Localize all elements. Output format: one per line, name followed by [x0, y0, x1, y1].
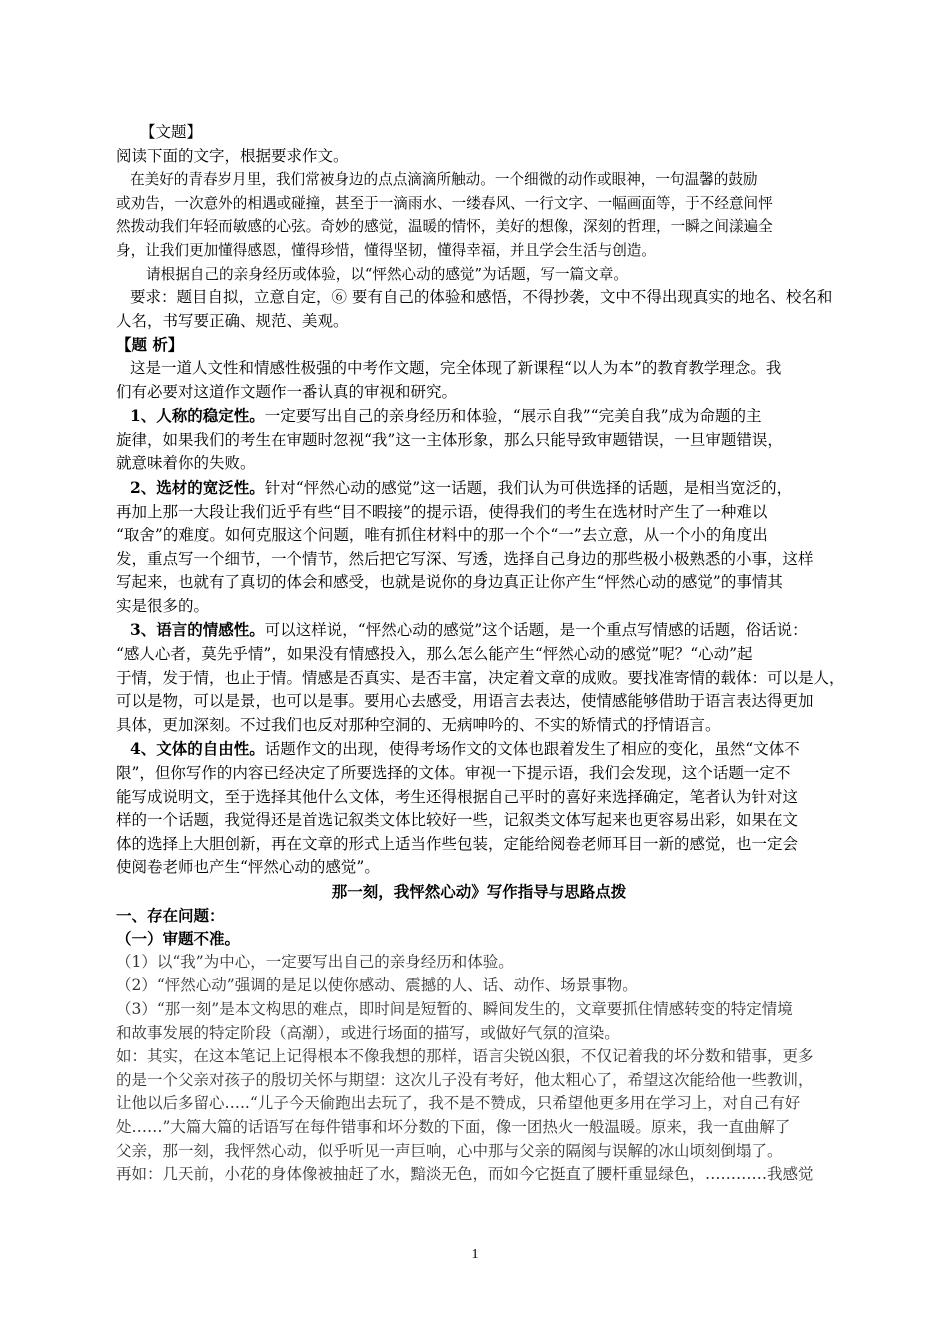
point-1-line: 就意味着你的失败。 [116, 454, 256, 473]
prompt-task: 请根据自己的亲身经历或体验，以“怦然心动的感觉”为话题，写一篇文章。 [146, 265, 628, 283]
requirements-line: 人名，书写要正确、规范、美观。 [116, 311, 349, 330]
point-2-title: 2、选材的宽泛性。 [130, 477, 265, 497]
prompt-text-line: 或劝告，一次意外的相遇或碰撞，甚至于一滴雨水、一缕春风、一行文字、一幅画面等，于不经意间怦 [116, 194, 773, 212]
point-4-first: 话题作文的出现，使得考场作文的文体也跟着发生了相应的变化，虽然“文体不 [264, 740, 800, 759]
point-4-line: 体的选择上大胆创新，再在文章的形式上适当作些包装，定能给阅卷老师耳目一新的感觉，也一定会 [116, 834, 799, 853]
item-1: （1）以“我”为中心，一定要写出自己的亲身经历和体验。 [116, 952, 514, 971]
example-line: 如：其实，在这本笔记上记得根本不像我想的那样，语言尖锐凶狠，不仅记着我的坏分数和错事，更多 [116, 1047, 814, 1066]
example-line: 父亲，那一刻，我怦然心动，似乎听见一声巨响，心中那与父亲的隔阂与误解的冰山顷刻倒塌了。 [116, 1141, 783, 1160]
point-4-line: 使阅卷老师也产生“怦然心动的感觉”。 [116, 858, 380, 877]
point-4-line: 能写成说明文，至于选择其他什么文体，考生还得根据自己平时的喜好来选择确定，笔者认为针对这 [116, 787, 799, 806]
prompt-text-line: 在美好的青春岁月里，我们常被身边的点点滴滴所触动。一个细微的动作或眼神，一句温馨的鼓励 [130, 171, 758, 189]
point-2-first-line [116, 476, 842, 501]
analysis-intro-line: 这是一道人文性和情感性极强的中考作文题，完全体现了新课程“以人为本”的教育教学理念。我 [130, 358, 782, 377]
example-line: 让他以后多留心…..“儿子今天偷跑出去玩了，我不是不赞成，只希望他更多用在学习上，对自己有好 [116, 1094, 801, 1113]
point-2-line: “取舍”的难度。如何克服这个问题，唯有抓住材料中的那一个个“一”去立意，从一个小的角度出 [116, 526, 768, 545]
example-line: 处……”大篇大篇的话语写在每件错事和坏分数的下面，像一团热火一般温暖。原来，我一直曲解了 [116, 1117, 791, 1136]
point-1-first: 一定要写出自己的亲身经历和体验，“展示自我”“完美自我”成为命题的主 [264, 407, 762, 426]
prompt-text-line: 身，让我们更加懂得感恩，懂得珍惜，懂得坚韧，懂得幸福，并且学会生活与创造。 [116, 241, 656, 259]
point-4-title: 4、文体的自由性。 [130, 739, 265, 759]
point-1-line: 旋律，如果我们的考生在审题时忽视“我”这一主体形象，那么只能导致审题错误，一旦审题错误， [116, 430, 783, 449]
item-3-line: （3）“那一刻”是本文构思的难点，即时间是短暂的、瞬间发生的，文章要抓住情感转变的特定情境 [116, 999, 793, 1018]
point-4-line: 样的一个话题，我觉得还是首选记叙类文体比较好一些，记叙类文体写起来也更容易出彩，如果在文 [116, 811, 799, 830]
point-3-first-line [116, 618, 842, 643]
topic-heading: 【文题】 [140, 123, 203, 141]
guide-title: 那一刻，我怦然心动》写作指导与思路点拨 [331, 882, 627, 901]
point-3-line: “感人心者，莫先乎情”，如果没有情感投入，那么怎么能产生“怦然心动的感觉”呢？“心动”起 [116, 645, 753, 664]
page-number: 1 [471, 1247, 479, 1262]
example-line: 再如：几天前，小花的身体像被抽赶了水，黯淡无色，而如今它挺直了腰杆重显绿色，…………我感觉 [116, 1165, 814, 1184]
point-3-line: 于情，发于情，也止于情。情感是否真实、是否丰富，决定着文章的成败。要找准寄情的载体：可以是人， [116, 668, 845, 687]
point-3-first: 可以这样说，“怦然心动的感觉”这个话题，是一个重点写情感的话题，俗话说： [264, 621, 808, 640]
analysis-intro-line: 们有必要对这道作文题作一番认真的审视和研究。 [116, 382, 458, 401]
point-2-line: 实是很多的。 [116, 596, 210, 615]
point-4-first-line [116, 737, 842, 762]
prompt-text-line: 然拨动我们年轻而敏感的心弦。奇妙的感觉，温暖的情怀，美好的想像，深刻的哲理，一瞬之间漾遍全 [116, 218, 773, 236]
point-2-line: 再加上那一大段让我们近乎有些“目不暇接”的提示语，使得我们的考生在选材时产生了一种难以 [116, 502, 768, 521]
section-1-heading: 一、存在问题： [116, 905, 225, 925]
prompt-intro: 阅读下面的文字，根据要求作文。 [116, 146, 349, 165]
point-3-title: 3、语言的情感性。 [130, 620, 265, 640]
example-line: 的是一个父亲对孩子的殷切关怀与期望：这次儿子没有考好，他太粗心了，希望这次能给他一些教训， [116, 1070, 814, 1089]
subsection-1-heading: （一）审题不准。 [116, 929, 241, 949]
item-2: （2）“怦然心动”强调的是足以使你感动、震撼的人、话、动作、场景事物。 [116, 976, 638, 995]
point-1-title: 1、人称的稳定性。 [130, 406, 265, 426]
point-4-line: 限”，但你写作的内容已经决定了所要选择的文体。审视一下提示语，我们会发现，这个话题一定不 [116, 764, 791, 783]
point-2-line: 发，重点写一个细节，一个情节，然后把它写深、写透，选择自己身边的那些极小极熟悉的小事，这样 [116, 549, 814, 568]
requirements-line: 要求：题目自拟，立意自定，⑥ 要有自己的体验和感悟，不得抄袭，文中不得出现真实的地名、校名和 [130, 288, 833, 307]
point-1-first-line [116, 404, 842, 429]
point-3-line: 具体，更加深刻。不过我们也反对那种空洞的、无病呻吟的、不实的矫情式的抒情语言。 [116, 715, 721, 734]
analysis-heading: 【题 析】 [116, 335, 184, 355]
item-3-line: 和故事发展的特定阶段（高潮），或进行场面的描写，或做好气氛的渲染。 [116, 1023, 620, 1042]
point-3-line: 可以是物，可以是景，也可以是事。要用心去感受，用语言去表达，使情感能够借助于语言表达得更加 [116, 692, 814, 711]
document-page [116, 121, 845, 1187]
point-2-line: 写起来，也就有了真切的体会和感受，也就是说你的身边真正让你产生“怦然心动的感觉”的事情其 [116, 573, 783, 592]
point-2-first: 针对“怦然心动的感觉”这一话题，我们认为可供选择的话题，是相当宽泛的， [264, 478, 793, 497]
